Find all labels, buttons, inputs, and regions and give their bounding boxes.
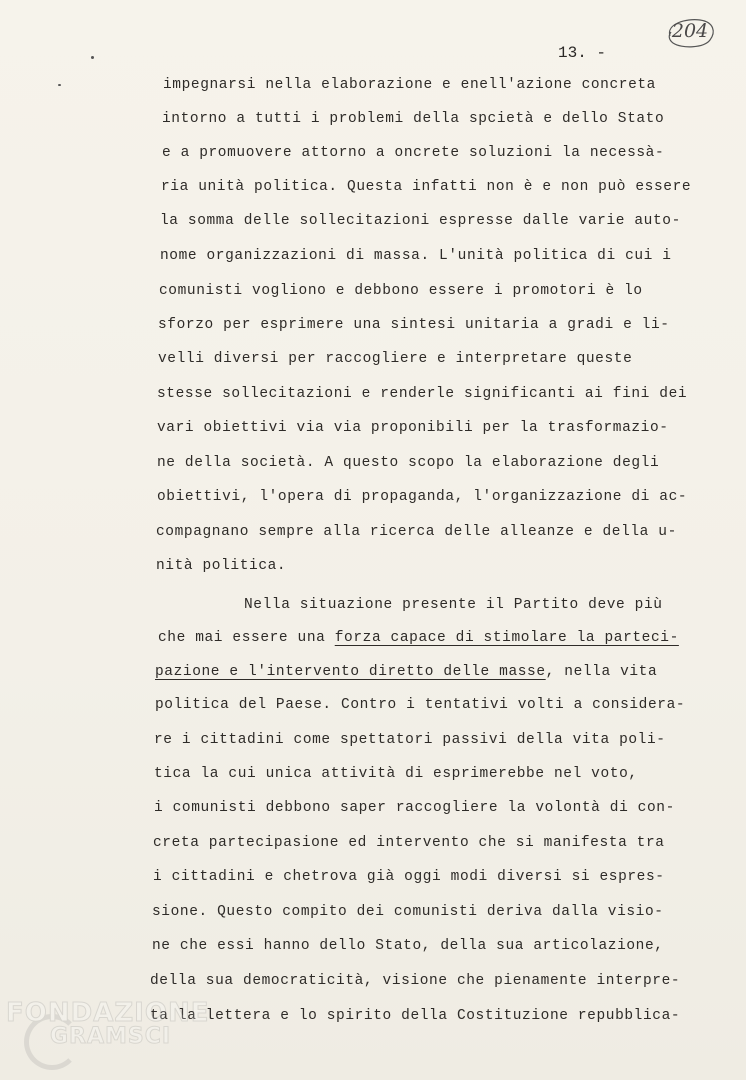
paragraph-1-line: la somma delle sollecitazioni espresse dalle varie auto- — [160, 213, 681, 229]
paragraph-2-line: tica la cui unica attività di esprimerebbe nel voto, — [154, 766, 638, 782]
underlined-phrase: forza capace di stimolare la parteci- — [334, 630, 679, 646]
paragraph-2-line: ta la lettera e lo spirito della Costituzione repubblica- — [150, 1008, 681, 1024]
paragraph-1-line: compagnano sempre alla ricerca delle alleanze e della u- — [156, 524, 677, 540]
paragraph-1-line: intorno a tutti i problemi della spcietà e dello Stato — [162, 111, 665, 127]
archive-number-text: 204 — [671, 20, 709, 42]
paragraph-1-line: nome organizzazioni di massa. L'unità politica di cui i — [160, 248, 672, 264]
archive-watermark — [6, 998, 210, 1068]
paragraph-2-line: politica del Paese. Contro i tentativi volti a considera- — [155, 697, 686, 713]
watermark-line-2: GRAMSCI — [50, 1024, 172, 1049]
paragraph-1-line: velli diversi per raccogliere e interpretare queste — [158, 351, 633, 367]
watermark-line-1: FONDAZIONE — [6, 998, 210, 1028]
paragraph-1-line: comunisti vogliono e debbono essere i promotori è lo — [159, 283, 643, 299]
paragraph-2-line: sione. Questo compito dei comunisti deriva dalla visio- — [152, 904, 664, 920]
line-text: che mai essere una — [158, 630, 335, 646]
line-text: , nella vita — [545, 664, 658, 680]
paragraph-2-first-line: Nella situazione presente il Partito deve più — [244, 597, 663, 613]
paragraph-1-line: ne della società. A questo scopo la elaborazione degli — [157, 455, 660, 471]
paragraph-1-line: impegnarsi nella elaborazione e enell'azione concreta — [163, 77, 656, 93]
page-number: 13. - — [558, 44, 607, 62]
paragraph-1-line: nità politica. — [156, 558, 287, 574]
paragraph-1-line: sforzo per esprimere una sintesi unitaria a gradi e li- — [158, 317, 670, 333]
paragraph-1-line: vari obiettivi via via proponibili per la trasformazio- — [157, 420, 669, 436]
paragraph-1-line: ria unità politica. Questa infatti non è e non può essere — [161, 179, 692, 195]
paragraph-2-line: i cittadini e chetrova già oggi modi diversi si espres- — [153, 869, 665, 885]
paragraph-1-line: stesse sollecitazioni e renderle significanti ai fini dei — [157, 386, 688, 402]
paragraph-2-line: i comunisti debbono saper raccogliere la volontà di con- — [154, 800, 675, 816]
paper-speck — [91, 56, 94, 59]
underlined-phrase: pazione e l'intervento diretto delle masse — [155, 664, 546, 680]
paper-speck — [58, 84, 61, 86]
paragraph-2-line: ne che essi hanno dello Stato, della sua articolazione, — [152, 938, 664, 954]
paragraph-1-line: obiettivi, l'opera di propaganda, l'organizzazione di ac- — [157, 489, 688, 505]
paragraph-2-line: della sua democraticità, visione che pienamente interpre- — [150, 973, 681, 989]
paragraph-2-line: re i cittadini come spettatori passivi della vita poli- — [154, 732, 666, 748]
paragraph-1-line: e a promuovere attorno a oncrete soluzioni la necessà- — [162, 145, 665, 161]
paragraph-2-line-3 — [155, 664, 657, 680]
paragraph-2-line-2 — [158, 630, 679, 646]
paragraph-2-line: creta partecipasione ed intervento che si manifesta tra — [153, 835, 665, 851]
archive-stamp-number — [664, 16, 716, 50]
